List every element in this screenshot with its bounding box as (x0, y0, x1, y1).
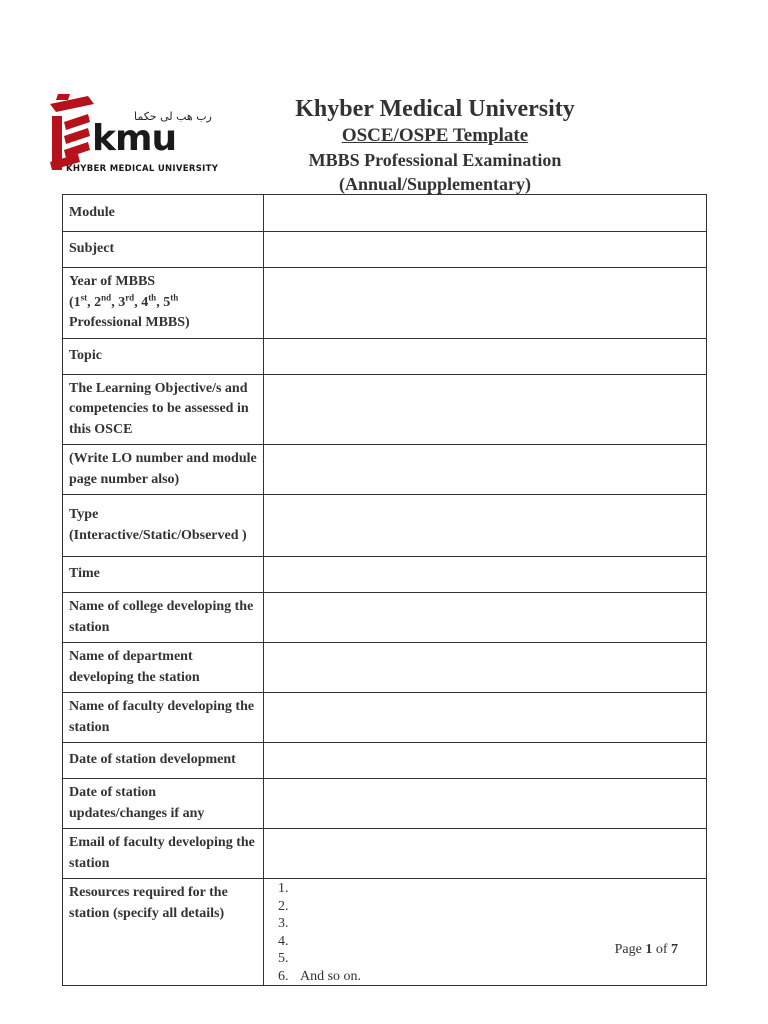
table-row (63, 195, 707, 232)
college-label: Name of college developing the station (63, 593, 264, 643)
email-field[interactable] (264, 829, 707, 879)
table-row (63, 338, 707, 374)
type-field[interactable] (264, 495, 707, 557)
year-sup-3: rd (125, 291, 135, 302)
subject-label: Subject (63, 232, 264, 268)
table-row (63, 829, 707, 879)
table-row (63, 593, 707, 643)
year-field[interactable] (264, 268, 707, 339)
faculty-field[interactable] (264, 693, 707, 743)
logo-full-name: KHYBER MEDICAL UNIVERSITY (66, 164, 219, 174)
resources-label: Resources required for the station (specify all details) (63, 879, 264, 986)
dev-date-field[interactable] (264, 743, 707, 779)
email-label: Email of faculty developing the station (63, 829, 264, 879)
total-pages: 7 (671, 942, 678, 957)
document-header (190, 94, 680, 196)
year-ord-2: 2 (94, 294, 102, 310)
department-label: Name of department developing the station (63, 643, 264, 693)
kmu-logo (48, 92, 219, 176)
table-row (63, 232, 707, 268)
year-label: Year of MBBS (1st, 2nd, 3rd, 4th, 5th Professional MBBS) (63, 268, 264, 339)
topic-field[interactable] (264, 338, 707, 374)
table-row (63, 495, 707, 557)
lo-label: The Learning Objective/s and competencies to be assessed in this OSCE (63, 374, 264, 445)
faculty-label: Name of faculty developing the station (63, 693, 264, 743)
table-row (63, 374, 707, 445)
year-ord-1: 1 (73, 294, 81, 310)
year-ord-4: 4 (141, 294, 149, 310)
updates-field[interactable] (264, 779, 707, 829)
subject-field[interactable] (264, 232, 707, 268)
table-row (63, 557, 707, 593)
list-item[interactable] (292, 898, 700, 916)
college-field[interactable] (264, 593, 707, 643)
table-row (63, 879, 707, 986)
year-label-line3: Professional MBBS) (69, 315, 190, 330)
year-ord-3: 3 (118, 294, 126, 310)
table-row (63, 743, 707, 779)
year-label-line1: Year of MBBS (69, 274, 156, 289)
logo-abbr: kmu (92, 118, 177, 159)
lo-note-label: (Write LO number and module page number also) (63, 445, 264, 495)
lo-note-field[interactable] (264, 445, 707, 495)
year-sup-4: th (148, 291, 157, 302)
page-footer (615, 942, 678, 958)
topic-label: Topic (63, 338, 264, 374)
department-field[interactable] (264, 643, 707, 693)
type-label: Type (Interactive/Static/Observed ) (63, 495, 264, 557)
table-row (63, 643, 707, 693)
table-row (63, 445, 707, 495)
university-title: Khyber Medical University (295, 96, 575, 122)
time-field[interactable] (264, 557, 707, 593)
dev-date-label: Date of station development (63, 743, 264, 779)
resources-field[interactable] (264, 879, 707, 986)
footer-of: of (655, 942, 668, 957)
updates-label: Date of station updates/changes if any (63, 779, 264, 829)
exam-title: MBBS Professional Examination (308, 150, 562, 170)
footer-prefix: Page (614, 942, 642, 957)
module-label: Module (63, 195, 264, 232)
table-row (63, 268, 707, 339)
year-sup-1: st (80, 291, 88, 302)
list-item[interactable]: 6. And so on. (292, 968, 700, 986)
logo-motto: رب هب لی حکما (134, 110, 212, 123)
exam-session: (Annual/Supplementary) (338, 174, 532, 194)
module-field[interactable] (264, 195, 707, 232)
table-row (63, 693, 707, 743)
year-ord-5: 5 (163, 294, 171, 310)
template-title: OSCE/OSPE Template (341, 125, 529, 146)
lo-field[interactable] (264, 374, 707, 445)
time-label: Time (63, 557, 264, 593)
list-item[interactable] (292, 915, 700, 933)
osce-form-table (62, 194, 707, 986)
table-row (63, 779, 707, 829)
current-page: 1 (645, 942, 653, 957)
resources-list (270, 880, 700, 985)
year-sup-2: nd (101, 291, 112, 302)
list-item[interactable] (292, 880, 700, 898)
year-sup-5: th (170, 291, 179, 302)
